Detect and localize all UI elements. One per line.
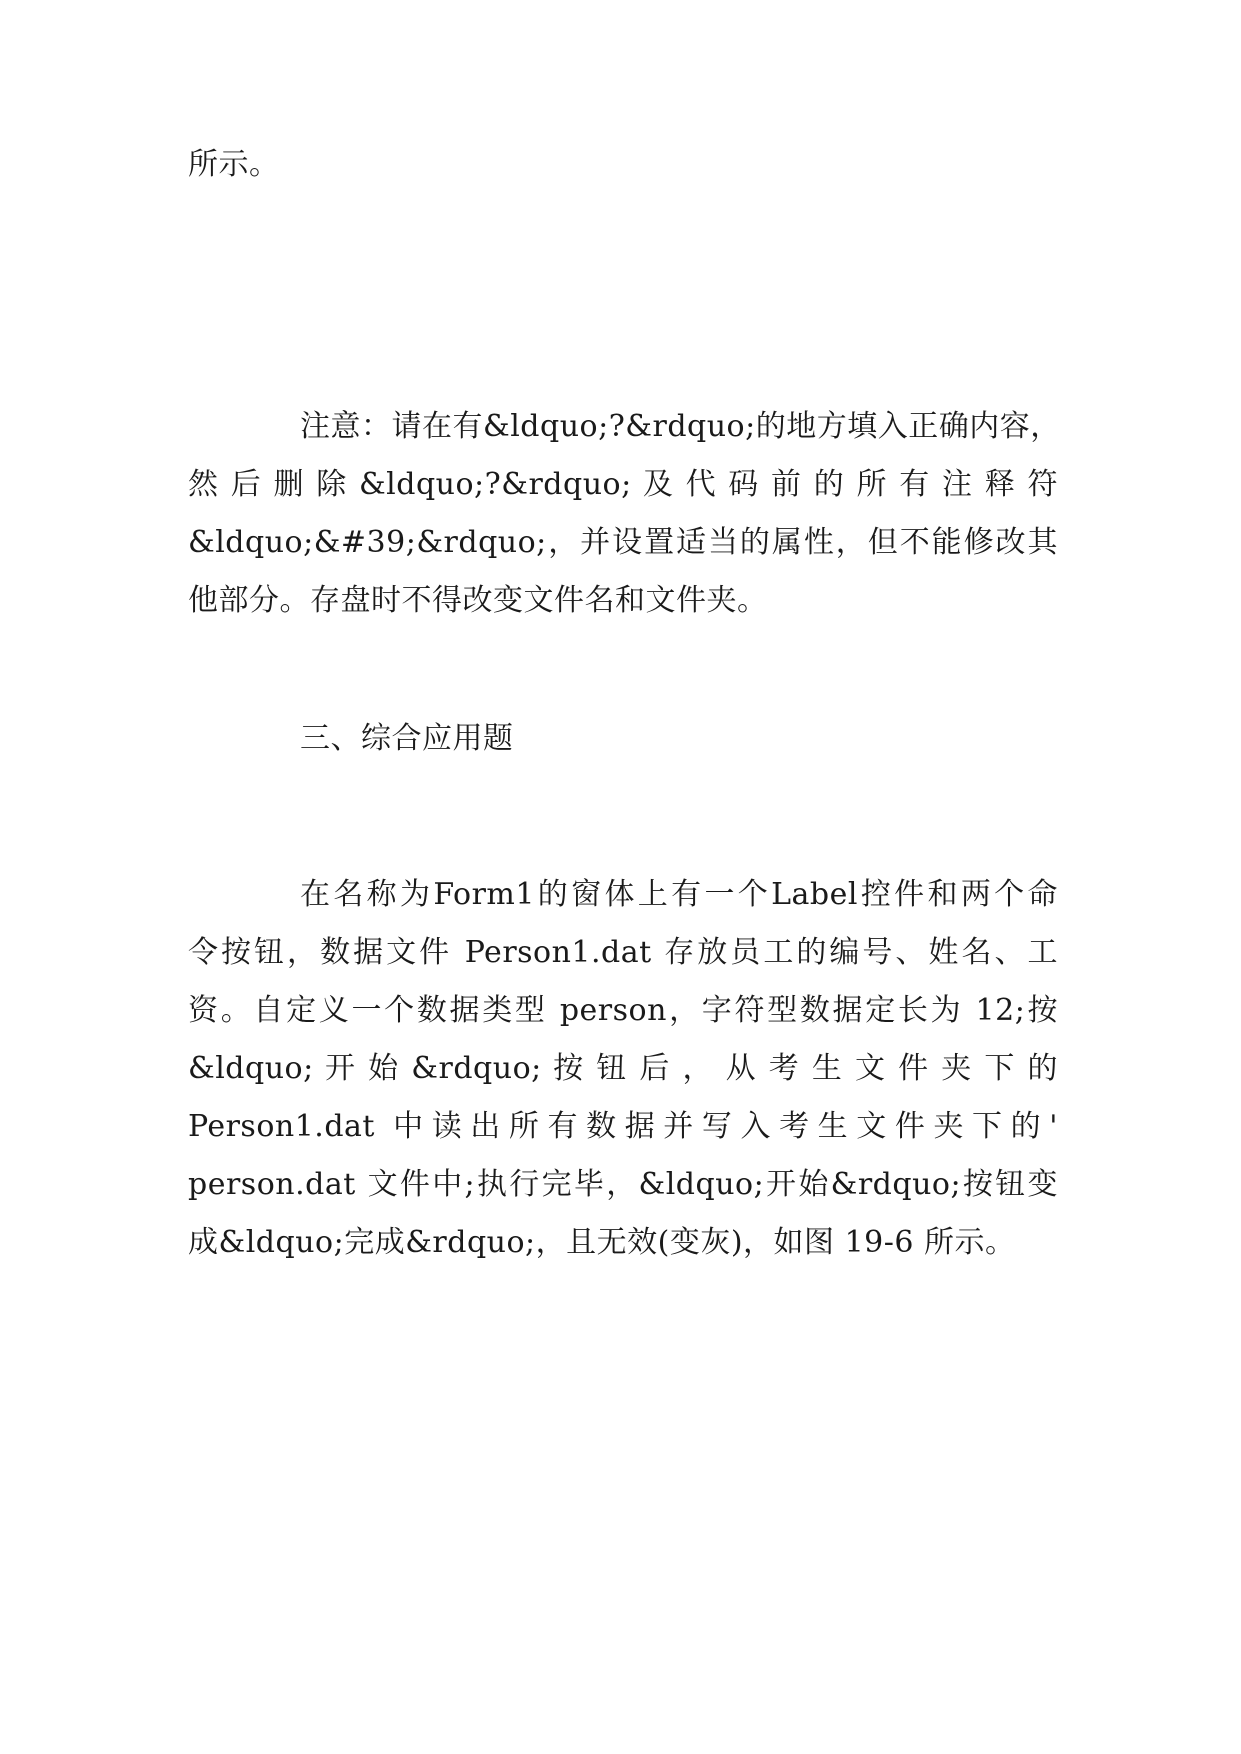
text-line: 然 后 删 除 &ldquo;?&rdquo; 及 代 码 前 的 所 有 注 释 符 xyxy=(188,467,1058,502)
text-line: 他部分。存盘时不得改变文件名和文件夹。 xyxy=(188,583,768,618)
text-line: Person1.dat 中读出所有数据并写入考生文件夹下的' xyxy=(188,1109,1058,1144)
text-line: 注意：请在有&ldquo;?&rdquo;的地方填入正确内容， xyxy=(300,409,1061,444)
section-heading xyxy=(188,710,1058,768)
text-line: &ldquo;&#39;&rdquo;，并设置适当的属性，但不能修改其 xyxy=(188,525,1058,560)
text-line: &ldquo; 开 始 &rdquo; 按 钮 后 ， 从 考 生 文 件 夹 下 的 xyxy=(188,1051,1058,1086)
text-line: person.dat 文件中;执行完毕，&ldquo;开始&rdquo;按钮变 xyxy=(188,1167,1058,1202)
paragraph-continuation xyxy=(188,136,1058,194)
paragraph-question xyxy=(188,866,1058,1272)
text-line: 在名称为Form1的窗体上有一个Label控件和两个命 xyxy=(300,877,1058,912)
text-line: 资。自定义一个数据类型 person，字符型数据定长为 12;按 xyxy=(188,993,1058,1028)
text-line: 令按钮，数据文件 Person1.dat 存放员工的编号、姓名、工 xyxy=(188,935,1058,970)
heading-text: 三、综合应用题 xyxy=(300,721,514,756)
text-line: 所示。 xyxy=(188,147,280,182)
text-line: 成&ldquo;完成&rdquo;，且无效(变灰)，如图 19-6 所示。 xyxy=(188,1225,1016,1260)
paragraph-note xyxy=(188,398,1061,630)
